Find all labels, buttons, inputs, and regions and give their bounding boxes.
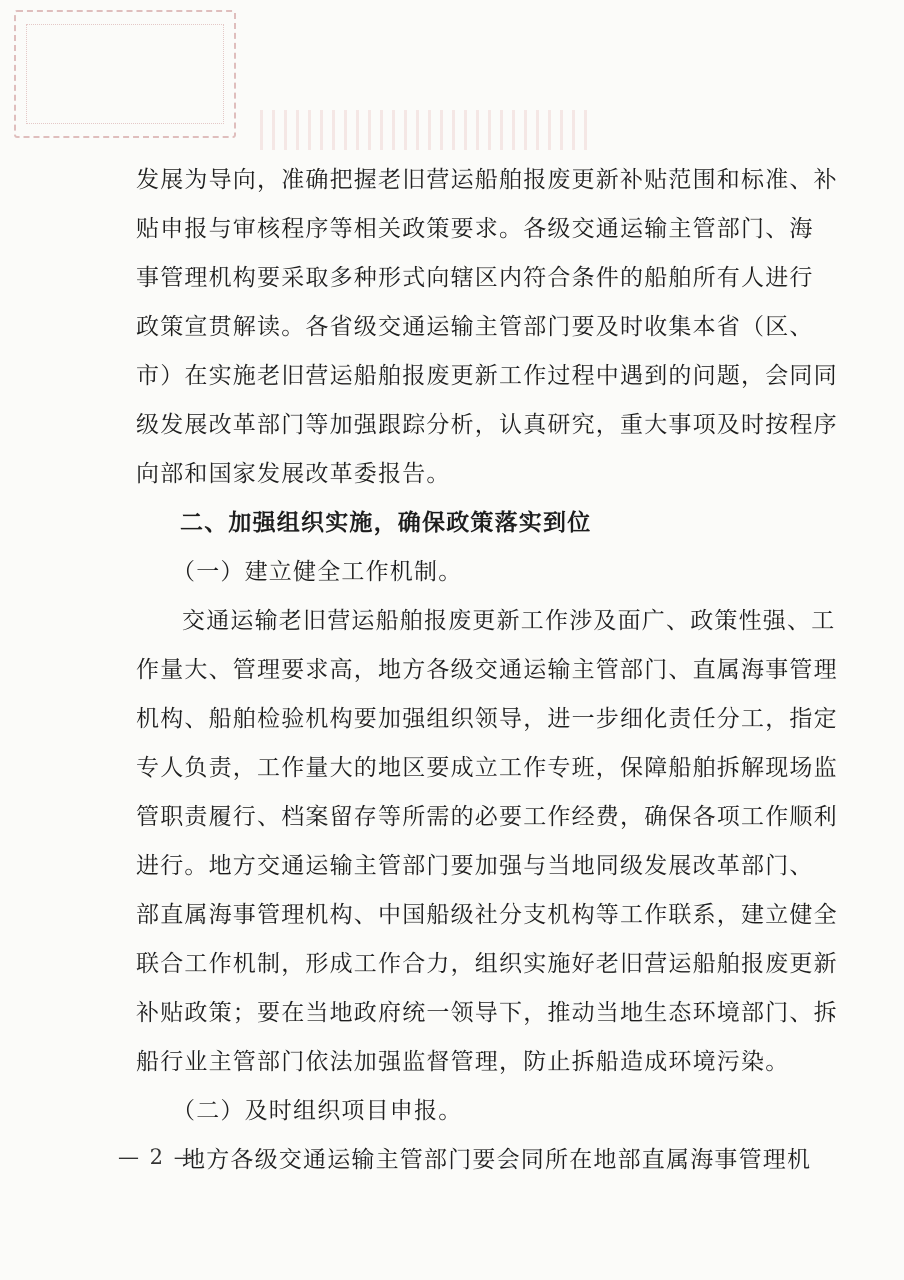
text-line: 联合工作机制，形成工作合力，组织实施好老旧营运船舶报废更新: [136, 951, 838, 977]
text-line: 事管理机构要采取多种形式向辖区内符合条件的船舶所有人进行: [136, 265, 814, 291]
text-line: 市）在实施老旧营运船舶报废更新工作过程中遇到的问题，会同同: [136, 363, 838, 389]
text-line: 贴申报与审核程序等相关政策要求。各级交通运输主管部门、海: [136, 216, 814, 242]
subsection-heading: （一）建立健全工作机制。: [172, 559, 463, 585]
text-line: 交通运输老旧营运船舶报废更新工作涉及面广、政策性强、工: [182, 608, 836, 634]
text-line: 地方各级交通运输主管部门要会同所在地部直属海事管理机: [182, 1147, 812, 1173]
text-line: 进行。地方交通运输主管部门要加强与当地同级发展改革部门、: [136, 853, 814, 879]
subsection-heading: （二）及时组织项目申报。: [172, 1098, 463, 1124]
text-line: 专人负责，工作量大的地区要成立工作专班，保障船舶拆解现场监: [136, 755, 838, 781]
text-line: 政策宣贯解读。各省级交通运输主管部门要及时收集本省（区、: [136, 314, 814, 340]
section-heading: 二、加强组织实施，确保政策落实到位: [180, 509, 592, 536]
text-line: 作量大、管理要求高，地方各级交通运输主管部门、直属海事管理: [136, 657, 838, 683]
text-line: 向部和国家发展改革委报告。: [136, 461, 451, 487]
show-through-bleed: [260, 110, 590, 150]
stamp-inner-border: [26, 24, 224, 124]
text-line: 部直属海事管理机构、中国船级社分支机构等工作联系，建立健全: [136, 902, 838, 928]
text-line: 发展为导向，准确把握老旧营运船舶报废更新补贴范围和标准、补: [136, 167, 838, 193]
text-line: 管职责履行、档案留存等所需的必要工作经费，确保各项工作顺利: [136, 804, 838, 830]
stamp-mark: [14, 10, 236, 138]
text-line: 级发展改革部门等加强跟踪分析，认真研究，重大事项及时按程序: [136, 412, 838, 438]
page-number: — 2 —: [118, 1145, 197, 1169]
text-line: 机构、船舶检验机构要加强组织领导，进一步细化责任分工，指定: [136, 706, 838, 732]
text-line: 补贴政策；要在当地政府统一领导下，推动当地生态环境部门、拆: [136, 1000, 838, 1026]
text-line: 船行业主管部门依法加强监督管理，防止拆船造成环境污染。: [136, 1049, 790, 1075]
